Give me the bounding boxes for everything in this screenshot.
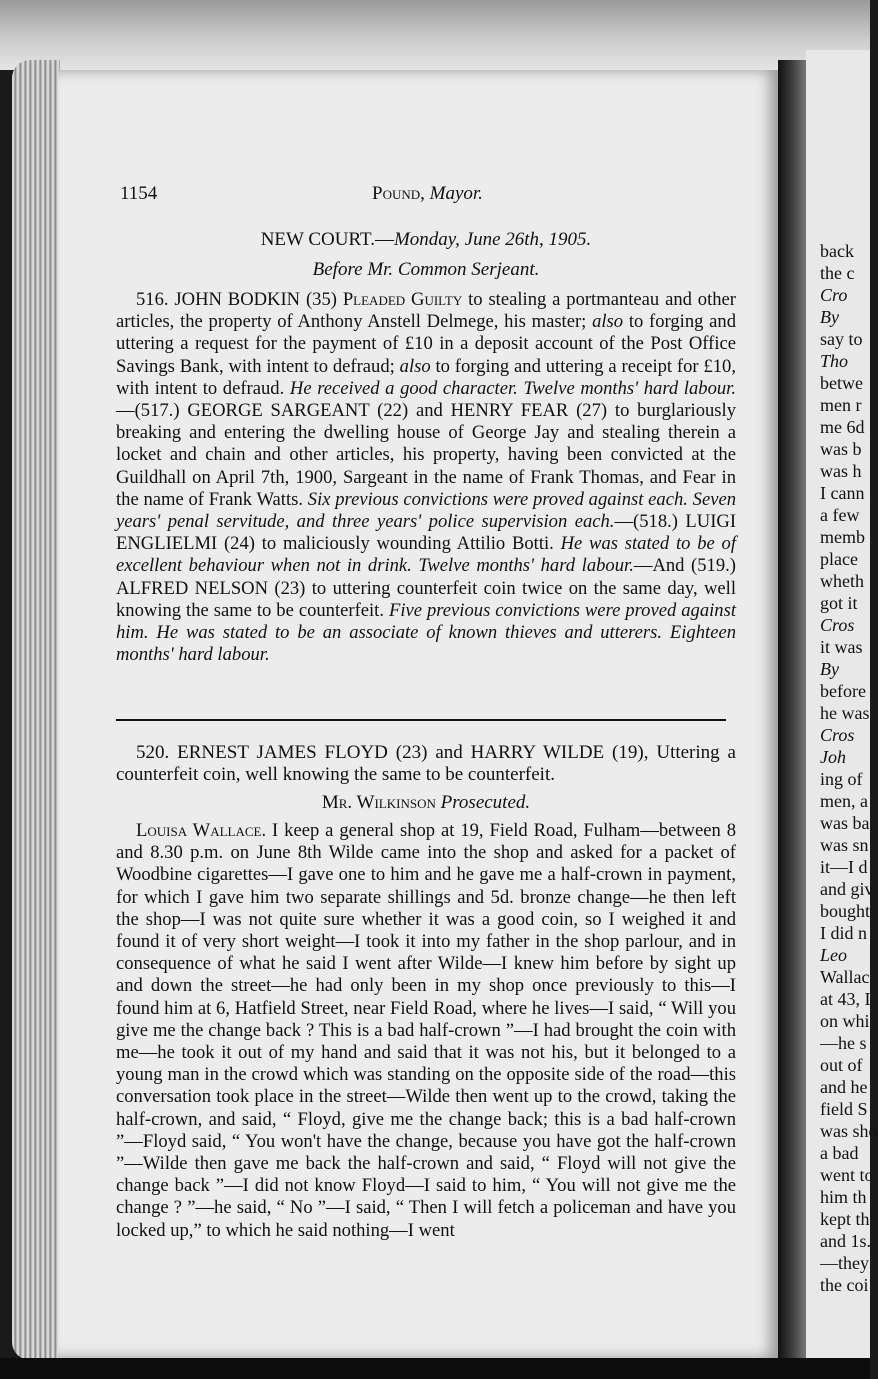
case-516-start: 516. JOHN BODKIN (35): [136, 289, 343, 310]
right-page-line: was sho: [820, 1121, 878, 1141]
book-page-edges: [12, 60, 60, 1360]
right-page-line: wheth: [820, 571, 864, 591]
right-page-line: I did n: [820, 923, 867, 943]
right-page-line: was ba: [820, 813, 870, 833]
right-page-line: —he s: [820, 1033, 867, 1053]
page-header: [120, 183, 720, 211]
right-page-line: men r: [820, 395, 862, 415]
right-page-line: me 6d: [820, 417, 865, 437]
right-page-line: Joh: [820, 747, 846, 767]
right-page-line: and giv: [820, 879, 874, 899]
right-page-line: Cro: [820, 285, 848, 305]
right-page-line: Wallac: [820, 967, 870, 987]
right-page-line: went to: [820, 1165, 874, 1185]
right-page-line: —they: [820, 1253, 869, 1273]
also-2: also: [399, 355, 431, 377]
right-page-line: the c: [820, 263, 855, 283]
right-page-line: field S: [820, 1099, 868, 1119]
case-517-text: —(517.) GEORGE SARGEANT (22) and HENRY FEAR (27) to burglariously breaking and entering the dwelling house of George Jay and stealing therein a locket and chain and other articles, his property, having been convicted at the Guildhall on April 7th, 1900, Sargeant in the name of Frank Thomas, and Fear in the name of Frank Watts.: [116, 400, 736, 510]
court-before: [116, 259, 736, 281]
section-divider: [116, 719, 726, 721]
witness-testimony: I keep a general shop at 19, Field Road, Fulham—between 8 and 8.30 p.m. on June 8th Wilde came into the shop and asked for a packet of Woodbine cigarettes—I gave one to him and he gave me a half-crown in payment, for which I gave him two separate shillings and 5d. bronze change—he then left the shop—I was not quite sure whether it was a good coin, so I weighed it and found it of very short weight—I took it into my father in the shop parlour, and in consequence of what he said I went after Wilde—I knew him before by sight up and down the street—he had only been in my shop once previously to this—I found him at 6, Hatfield Street, near Field Road, where he lives—I said, “ Will you give me the change back ? This is a bad half-crown ”—I had brought the coin with me—he took it out of my hand and said that it was not his, but it belonged to a young man in the crowd which was standing on the opposite side of the road—this conversation took place in the street—Wilde then went up to the crowd, taking the half-crown, and said, “ Floyd, give me the change back; this is a bad half-crown ”—Floyd said, “ You won't have the change, because you have got the half-crown ”—Wilde then gave me back the half-crown and said, “ Floyd will not give the change back ”—I did not know Floyd—I said to him, “ You will not give me the change ? ”—he said, “ No ”—I said, “ Then I will fetch a policeman and have you locked up,” to which he said nothing—I went: [116, 820, 736, 1241]
sentence-519: Five previous convictions were proved against him. He was stated to be an associate of known thieves and utterers. Eighteen months' hard labour.: [116, 599, 736, 666]
prosecutor-line: [116, 792, 736, 814]
right-page-fragment: [806, 50, 878, 1360]
prosecutor-role: Prosecuted.: [440, 792, 531, 813]
sentence-517: Six previous convictions were proved against each. Seven years' penal servitude, and three years' police supervision each.: [116, 488, 736, 533]
also-1: also: [592, 311, 624, 333]
right-page-line: Cros: [820, 725, 855, 745]
case-516-text-c: to forging and uttering a receipt for £10, with intent to defraud.: [116, 355, 736, 399]
right-page-line: place: [820, 549, 858, 569]
right-page-line: bought: [820, 901, 871, 921]
court-date: Monday, June 26th, 1905.: [393, 229, 592, 250]
right-page-line: out of: [820, 1055, 863, 1075]
court-heading: [116, 229, 736, 251]
right-page-line: it—I d: [820, 857, 868, 877]
right-page-line: the coi: [820, 1275, 869, 1295]
right-page-line: kept th: [820, 1209, 870, 1229]
right-page-line: and 1s.: [820, 1231, 871, 1251]
right-page-line: and he: [820, 1077, 868, 1097]
right-page-line: a few: [820, 505, 860, 525]
right-page-line: I cann: [820, 483, 865, 503]
scan-background: [0, 0, 870, 70]
case-520-title: [116, 742, 736, 786]
right-page-line: was h: [820, 461, 862, 481]
prosecutor-name: Mr. Wilkinson: [321, 792, 436, 813]
right-page-line: at 43, I: [820, 989, 871, 1009]
scan-bottom-edge: [0, 1358, 870, 1379]
book-gutter: [778, 60, 806, 1360]
right-page-line: say to: [820, 329, 863, 349]
right-page-line: was b: [820, 439, 862, 459]
court-name: NEW COURT.—: [260, 229, 394, 250]
cases-516-519-paragraph: [116, 289, 736, 666]
running-head: [372, 183, 483, 205]
testimony-paragraph: [116, 820, 736, 1242]
sentence-518: He was stated to be of excellent behaviour when not in drink. Twelve months' hard labour.: [116, 533, 736, 577]
right-page-line: By: [820, 307, 839, 327]
case-516-text-a: to stealing a portmanteau and other articles, the property of Anthony Anstell Delmege, his master;: [116, 289, 736, 333]
right-page-line: a bad: [820, 1143, 859, 1163]
right-page-line: him th: [820, 1187, 867, 1207]
right-page-line: back: [820, 241, 854, 261]
right-page-line: betwe: [820, 373, 863, 393]
right-page-line: before: [820, 681, 866, 701]
case-520-title-text: 520. ERNEST JAMES FLOYD (23) and HARRY WILDE (19), Uttering a counterfeit coin, well knowing the same to be counterfeit.: [116, 742, 736, 786]
running-head-name: Pound,: [372, 183, 425, 204]
right-page-line: was sn: [820, 835, 869, 855]
right-page-line: Tho: [820, 351, 849, 371]
right-page-line: Cros: [820, 615, 855, 635]
running-head-title: Mayor.: [429, 183, 483, 204]
right-page-line: got it: [820, 593, 858, 613]
case-519-text: —And (519.) ALFRED NELSON (23) to uttering counterfeit coin twice on the same day, well knowing the same to be counterfeit.: [116, 555, 736, 621]
witness-name: Louisa Wallace.: [136, 820, 267, 841]
sentence-516: He received a good character. Twelve months' hard labour.: [289, 377, 736, 399]
right-page-line: men, a: [820, 791, 868, 811]
court-before-text: Before Mr. Common Serjeant.: [312, 259, 540, 280]
plea: Pleaded Guilty: [342, 289, 463, 310]
case-516-text-b: to forging and uttering a request for the payment of £10 in a deposit account of the Post Office Savings Bank, with intent to defraud;: [116, 311, 736, 377]
case-518-text: —(518.) LUIGI ENGLIELMI (24) to maliciously wounding Attilio Botti.: [116, 511, 737, 555]
right-page-line: By: [820, 659, 839, 679]
right-page-line: ing of: [820, 769, 863, 789]
page-number: 1154: [120, 183, 158, 204]
right-page-line: it was: [820, 637, 863, 657]
right-page-line: memb: [820, 527, 865, 547]
right-page-line: he was: [820, 703, 870, 723]
right-page-line: Leo: [820, 945, 847, 965]
right-page-line: on whi: [820, 1011, 870, 1031]
